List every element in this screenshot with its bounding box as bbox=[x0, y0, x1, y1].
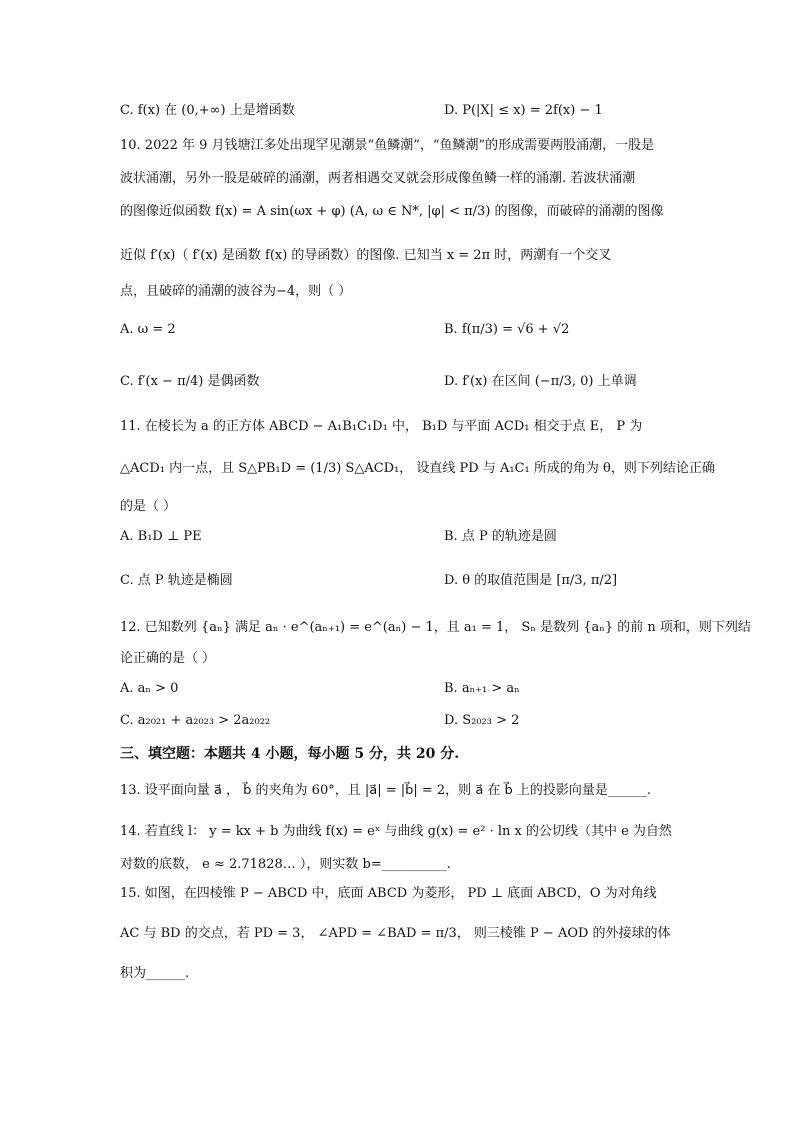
q10-option-b: B. f(π/3) = √6 + √2 bbox=[444, 322, 570, 337]
q12-option-a: A. aₙ > 0 bbox=[120, 681, 179, 696]
q12-stem-line-2: 论正确的是（ ） bbox=[120, 651, 216, 666]
q11-stem-line-1: 11. 在棱长为 a 的正方体 ABCD − A₁B₁C₁D₁ 中， B₁D 与平面 ACD₁ 相交于点 E， P 为 bbox=[120, 419, 643, 434]
q10-stem-line-2: 波状涌潮，另外一股是破碎的涌潮，两者相遇交叉就会形成像鱼鳞一样的涌潮. 若波状涌潮 bbox=[120, 171, 636, 186]
q12-option-c: C. a₂₀₂₁ + a₂₀₂₃ > 2a₂₀₂₂ bbox=[120, 713, 271, 728]
q10-stem-line-3: 的图像近似函数 f(x) = A sin(ωx + φ) (A, ω ∈ N*, |φ| < π/3) 的图像，而破碎的涌潮的图像 bbox=[120, 204, 664, 219]
q10-option-c: C. f′(x − π/4) 是偶函数 bbox=[120, 374, 260, 389]
q11-stem-line-3: 的是（ ） bbox=[120, 499, 177, 514]
q15-stem-line-1: 15. 如图，在四棱锥 P − ABCD 中，底面 ABCD 为菱形， PD ⊥ 底面 ABCD，O 为对角线 bbox=[120, 886, 657, 901]
section-3-heading: 三、填空题：本题共 4 小题，每小题 5 分，共 20 分. bbox=[120, 746, 460, 762]
q12-option-b: B. aₙ₊₁ > aₙ bbox=[444, 681, 520, 696]
q14-stem-line-1: 14. 若直线 l： y = kx + b 为曲线 f(x) = eˣ 与曲线 g(x) = e² · ln x 的公切线（其中 e 为自然 bbox=[120, 824, 672, 839]
q10-option-a: A. ω = 2 bbox=[120, 322, 176, 337]
q9-option-d: D. P(|X| ≤ x) = 2f(x) − 1 bbox=[444, 103, 603, 118]
q11-option-a: A. B₁D ⊥ PE bbox=[120, 529, 202, 544]
q10-stem-line-1: 10. 2022 年 9 月钱塘江多处出现罕见潮景“鱼鳞潮”，“鱼鳞潮”的形成需要两股涌潮，一股是 bbox=[120, 138, 655, 153]
q15-stem-line-3: 积为______. bbox=[120, 966, 190, 981]
q14-stem-line-2: 对数的底数， e ≈ 2.71828… ），则实数 b=__________. bbox=[120, 857, 451, 872]
q13-stem-line-1: 13. 设平面向量 a⃗ ， b⃗ 的夹角为 60°，且 |a⃗| = |b⃗| = 2，则 a⃗ 在 b⃗ 上的投影向量是______. bbox=[120, 783, 652, 798]
q10-option-d: D. f′(x) 在区间 (−π/3, 0) 上单调 bbox=[444, 374, 637, 389]
q11-option-d: D. θ 的取值范围是 [π/3, π/2] bbox=[444, 573, 618, 588]
q11-option-b: B. 点 P 的轨迹是圆 bbox=[444, 529, 557, 544]
q15-stem-line-2: AC 与 BD 的交点，若 PD = 3， ∠APD = ∠BAD = π/3， 则三棱锥 P − AOD 的外接球的体 bbox=[120, 926, 671, 941]
q11-stem-line-2: △ACD₁ 内一点，且 S△PB₁D = (1/3) S△ACD₁， 设直线 PD 与 A₁C₁ 所成的角为 θ，则下列结论正确 bbox=[120, 461, 715, 476]
q12-option-d: D. S₂₀₂₃ > 2 bbox=[444, 713, 520, 728]
q11-option-c: C. 点 P 轨迹是椭圆 bbox=[120, 573, 233, 588]
q10-stem-line-4: 近似 f′(x)（ f′(x) 是函数 f(x) 的导函数）的图像. 已知当 x = 2π 时，两潮有一个交叉 bbox=[120, 248, 612, 263]
q12-stem-line-1: 12. 已知数列 {aₙ} 满足 aₙ · e^(aₙ₊₁) = e^(aₙ) − 1，且 a₁ = 1， Sₙ 是数列 {aₙ} 的前 n 项和，则下列结 bbox=[120, 620, 751, 635]
q10-stem-line-5: 点，且破碎的涌潮的波谷为−4，则（ ） bbox=[120, 284, 352, 299]
q9-option-c: C. f(x) 在 (0,+∞) 上是增函数 bbox=[120, 103, 295, 118]
